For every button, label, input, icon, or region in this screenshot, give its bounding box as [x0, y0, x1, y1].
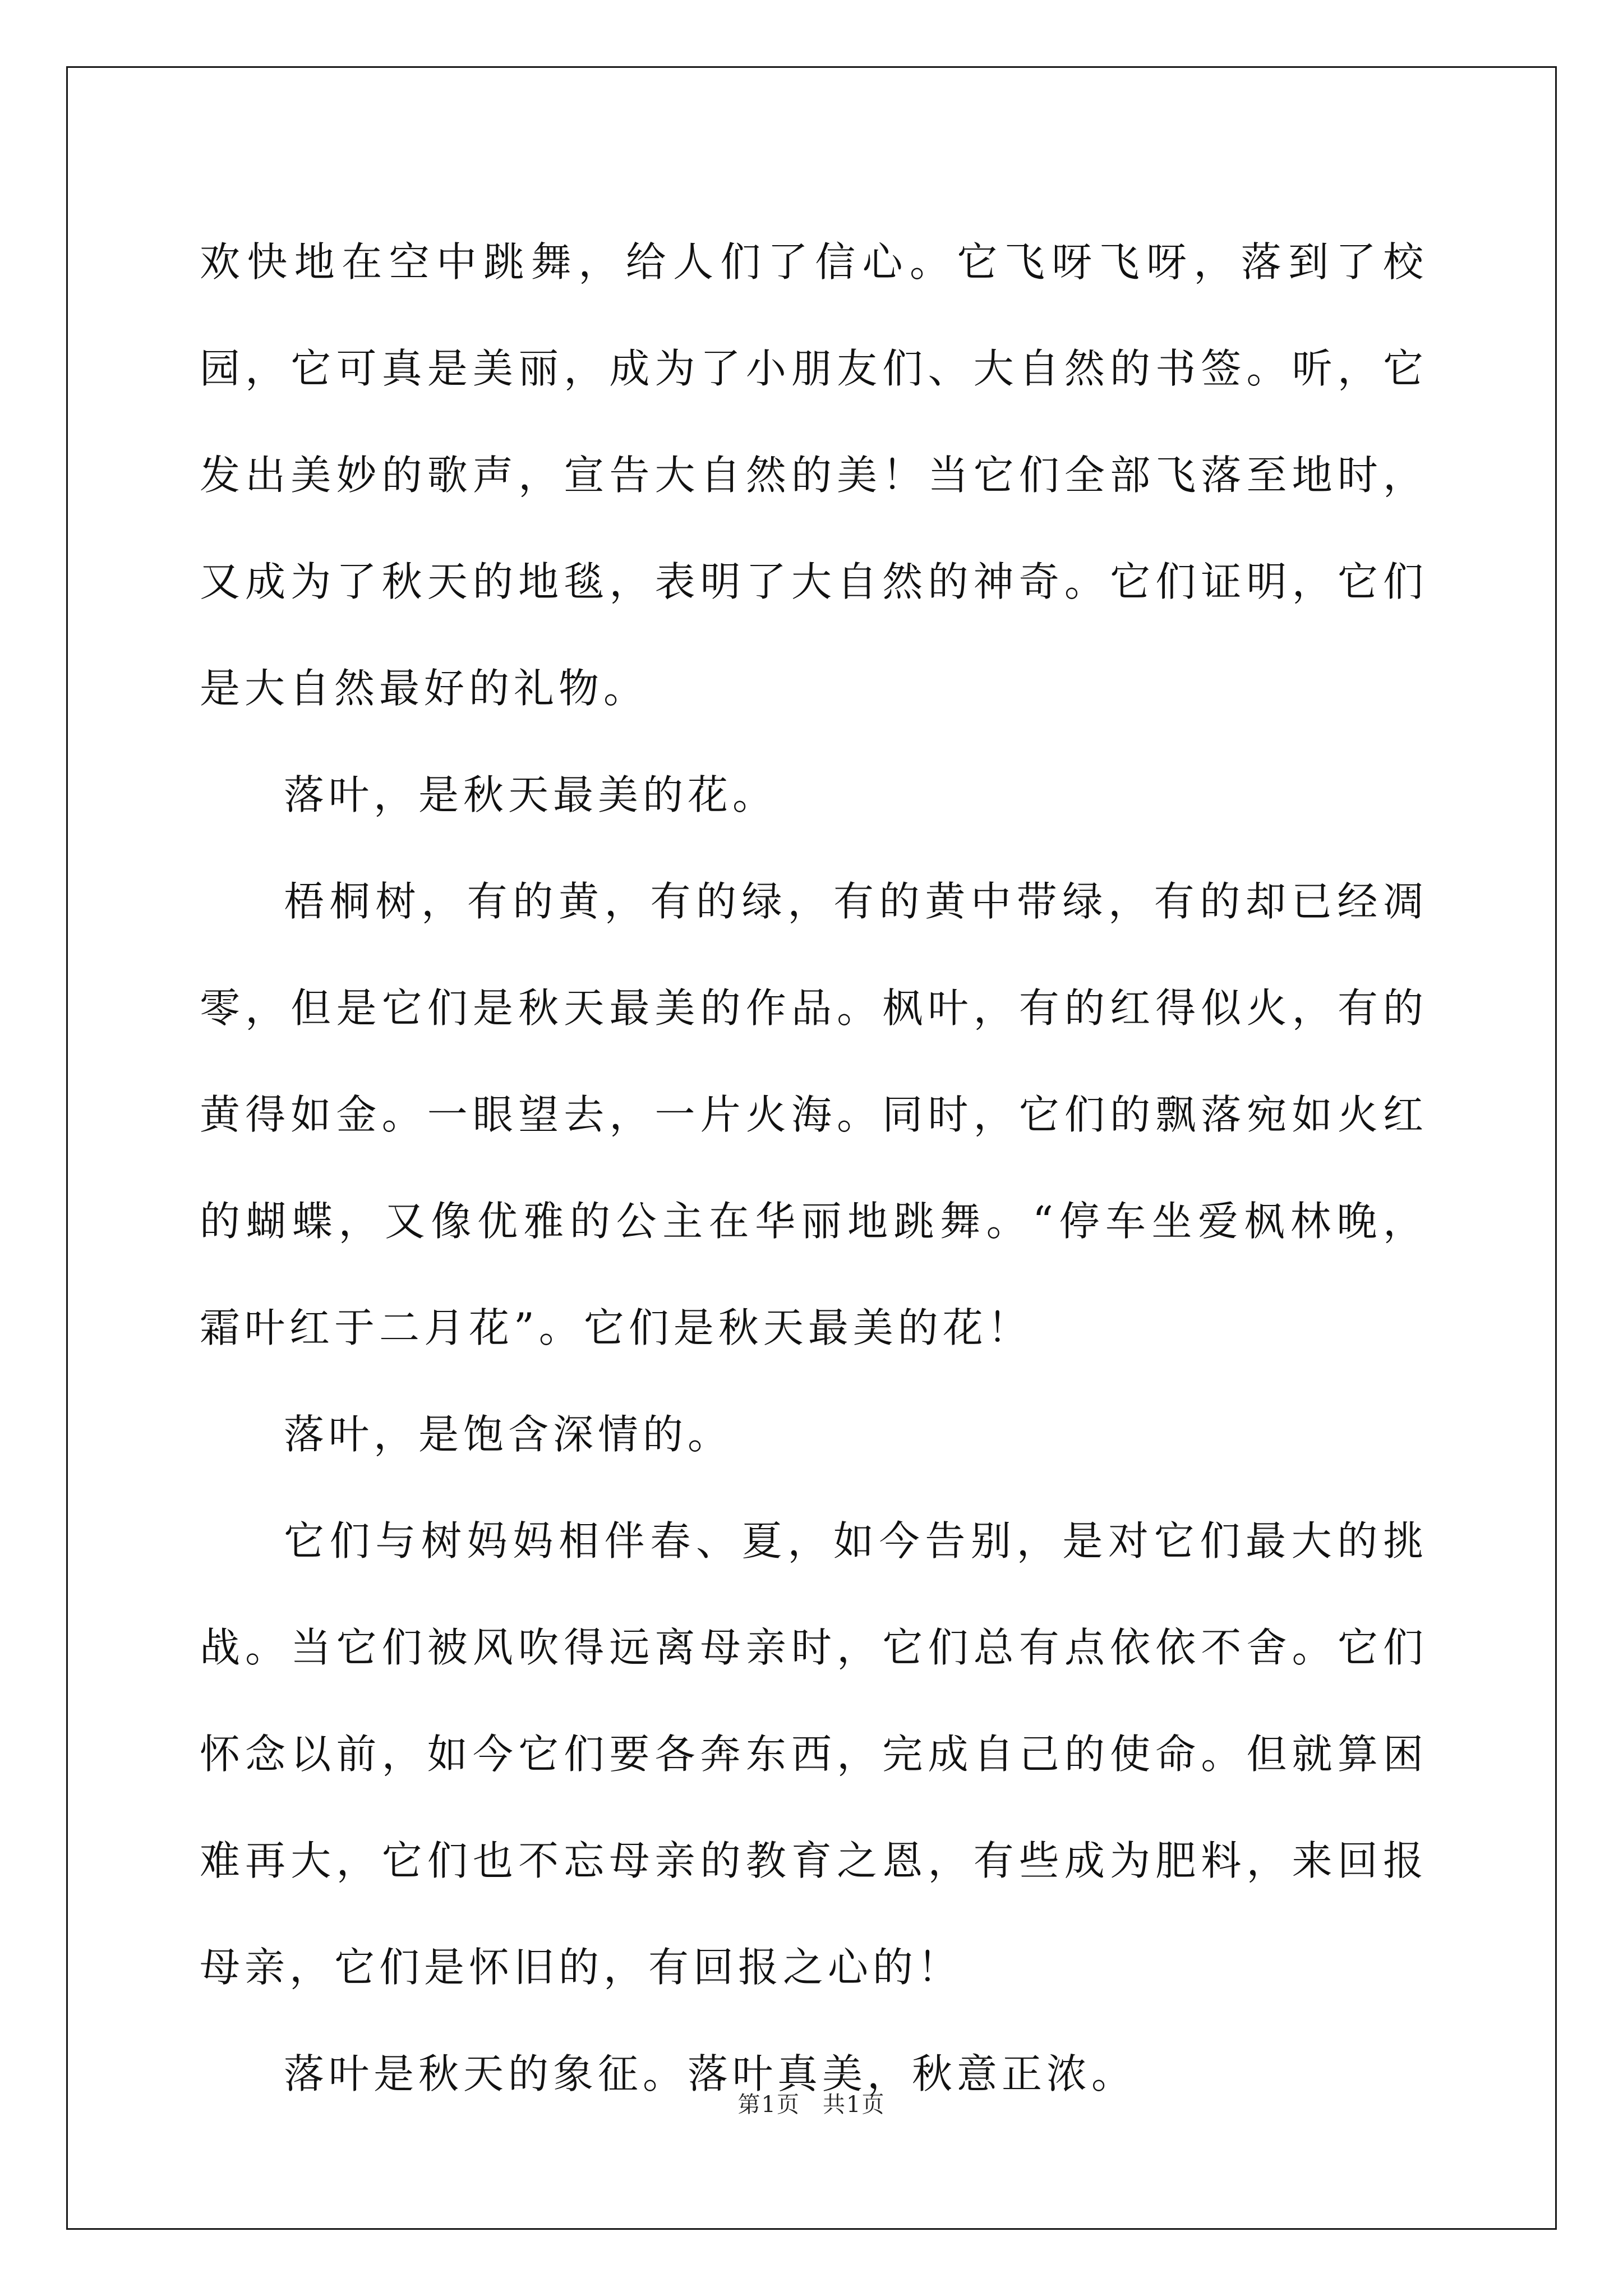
- paragraph-3: 梧桐树，有的黄，有的绿，有的黄中带绿，有的却已经凋零，但是它们是秋天最美的作品。枫叶，有的红得似火，有的黄得如金。一眼望去，一片火海。同时，它们的飘落宛如火红的蝴蝶，又像优雅的公主在华丽地跳舞。“停车坐爱枫林晚，霜叶红于二月花”。它们是秋天最美的花！: [200, 878, 1428, 1351]
- page-number: 第1页: [737, 2092, 800, 2118]
- paragraph-2: 落叶，是秋天最美的花。: [284, 771, 778, 818]
- paragraph-4: 落叶，是饱含深情的。: [284, 1411, 733, 1458]
- document-body: [200, 209, 1428, 2127]
- paragraph-5: 它们与树妈妈相伴春、夏，如今告别，是对它们最大的挑战。当它们被风吹得远离母亲时，它们总有点依依不舍。它们怀念以前，如今它们要各奔东西，完成自己的使命。但就算困难再大，它们也不忘母亲的教育之恩，有些成为肥料，来回报母亲，它们是怀旧的，有回报之心的！: [200, 1517, 1428, 1991]
- paragraph-1: 欢快地在空中跳舞，给人们了信心。它飞呀飞呀，落到了校园，它可真是美丽，成为了小朋友们、大自然的书签。听，它发出美妙的歌声，宣告大自然的美！当它们全部飞落至地时，又成为了秋天的地毯，表明了大自然的神奇。它们证明，它们是大自然最好的礼物。: [200, 238, 1428, 712]
- page-total: 共1页: [823, 2092, 886, 2118]
- page-footer: [0, 2087, 1623, 2119]
- paragraph-6: 落叶是秋天的象征。落叶真美，秋意正浓。: [284, 2050, 1137, 2097]
